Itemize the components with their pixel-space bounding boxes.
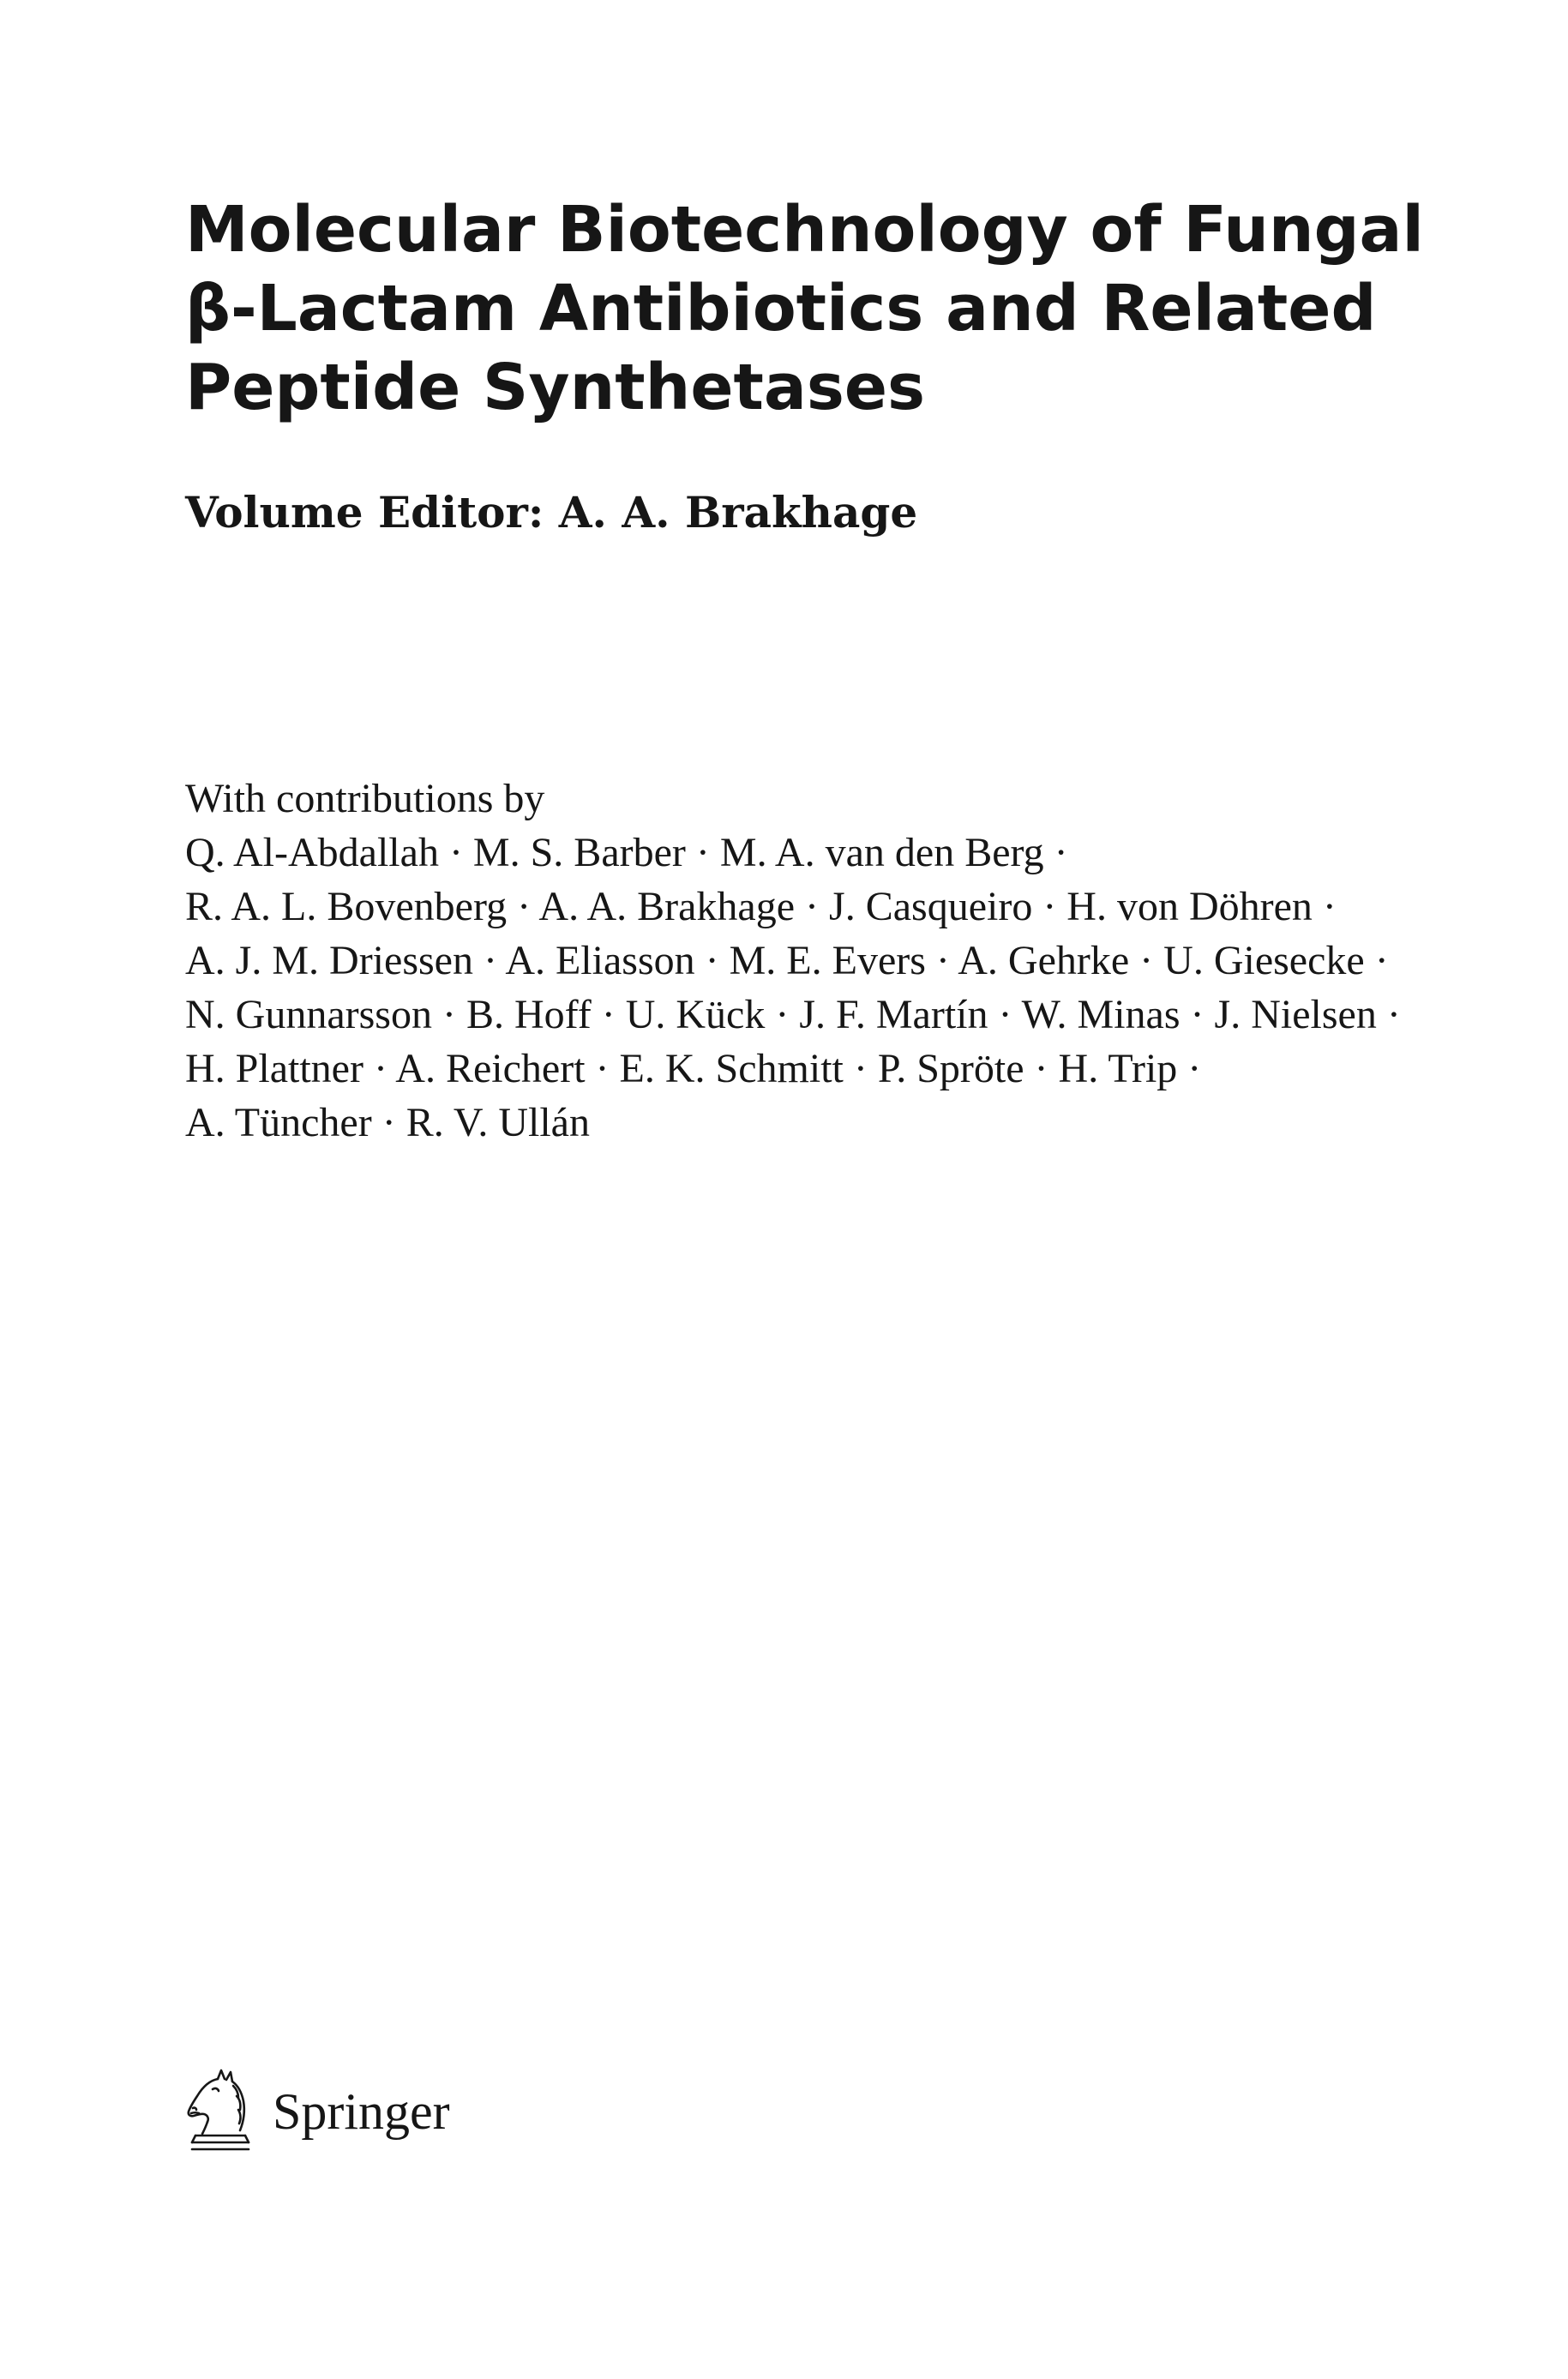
contributors-line-5: H. Plattner · A. Reichert · E. K. Schmitt · P. Spröte · H. Trip · <box>185 1046 1202 1091</box>
book-title-line-1: Molecular Biotechnology of Fungal <box>185 193 1424 267</box>
contributors-line-4: N. Gunnarsson · B. Hoff · U. Kück · J. F. Martín · W. Minas · J. Nielsen · <box>185 992 1401 1037</box>
contributors-line-1: Q. Al-Abdallah · M. S. Barber · M. A. van den Berg · <box>185 830 1068 875</box>
contributors-line-6: A. Tüncher · R. V. Ullán <box>185 1100 590 1145</box>
book-title-line-2: β-Lactam Antibiotics and Related <box>185 272 1377 345</box>
contributors-heading: With contributions by <box>185 776 545 821</box>
volume-editor-label: Volume Editor: <box>185 487 544 538</box>
contributors-block <box>185 772 1401 1150</box>
contributors-line-2: R. A. L. Bovenberg · A. A. Brakhage · J. Casqueiro · H. von Döhren · <box>185 884 1337 929</box>
volume-editor <box>185 487 917 538</box>
publisher-imprint <box>183 2064 450 2159</box>
volume-editor-name: A. A. Brakhage <box>558 487 918 538</box>
book-title <box>185 190 1428 427</box>
book-title-line-3: Peptide Synthetases <box>185 351 926 424</box>
springer-knight-horse-icon <box>183 2067 255 2156</box>
publisher-name: Springer <box>273 2083 450 2140</box>
contributors-line-3: A. J. M. Driessen · A. Eliasson · M. E. Evers · A. Gehrke · U. Giesecke · <box>185 938 1389 983</box>
